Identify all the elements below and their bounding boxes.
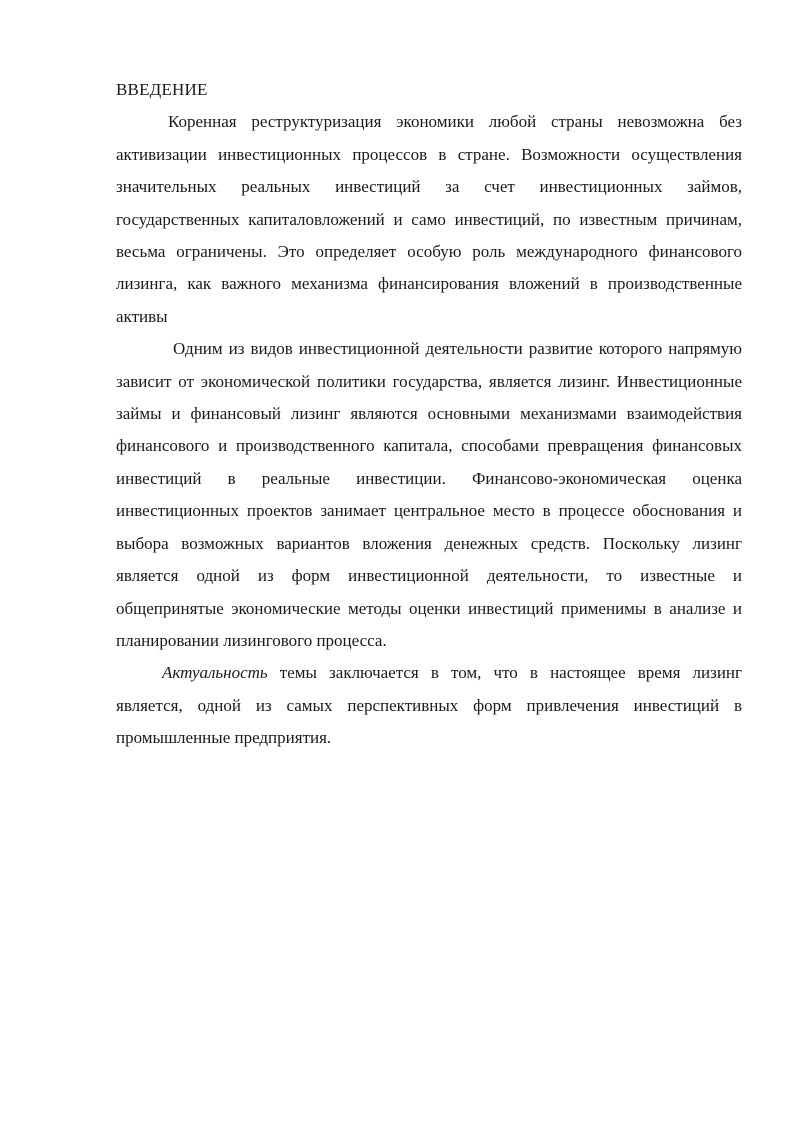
- document-body: [116, 74, 742, 755]
- relevance-emphasis: Актуальность: [162, 663, 268, 683]
- paragraph-leasing-investment: Одним из видов инвестиционной деятельности развитие которого напрямую зависит от экономической политики государства, является лизинг. Инвестиционные займы и финансовый лизинг являются основными механизмами взаимодействия финансового и производственного капитала, способами превращения финансовых инвестиций в реальные инвестиции. Финансово-экономическая оценка инвестиционных проектов занимает центральное место в процессе обоснования и выбора возможных вариантов вложения денежных средств. Поскольку лизинг является одной из форм инвестиционной деятельности, то известные и общепринятые экономические методы оценки инвестиций применимы в анализе и планировании лизингового процесса.: [116, 339, 742, 650]
- paragraph-restructuring: Коренная реструктуризация экономики любой страны невозможна без активизации инвестиционных процессов в стране. Возможности осуществления значительных реальных инвестиций за счет инвестиционных займов, государственных капиталовложений и само инвестиций, по известным причинам, весьма ограничены. Это определяет особую роль международного финансового лизинга, как важного механизма финансирования вложений в производственные активы: [116, 112, 742, 326]
- relevance-text: темы заключается в том, что в настоящее время лизинг является, одной из самых перспективных форм привлечения инвестиций в промышленные предприятия.: [116, 663, 742, 748]
- paragraph-relevance: [116, 657, 742, 754]
- section-heading: ВВЕДЕНИЕ: [116, 80, 208, 99]
